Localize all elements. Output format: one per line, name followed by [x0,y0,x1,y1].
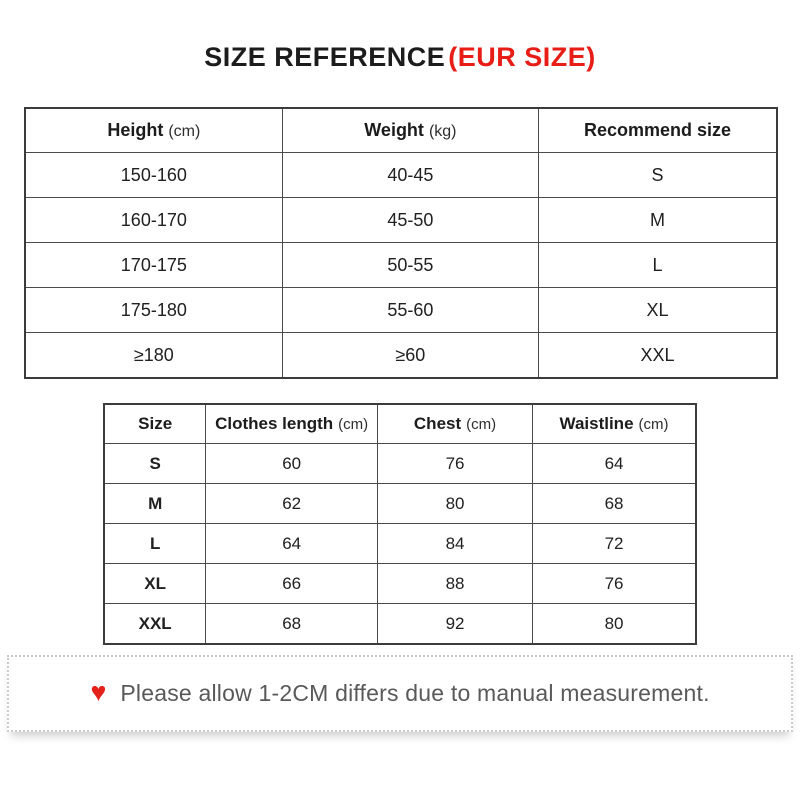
table-row [25,243,777,288]
table-cell: 84 [377,524,532,564]
table-row [104,444,696,484]
table-cell: ≥180 [25,333,282,379]
table-row [104,484,696,524]
table-cell: 40-45 [282,153,538,198]
table-cell: 62 [206,484,378,524]
page-title-accent: (EUR SIZE) [448,42,596,72]
column-header-clothes-length: Clothes length (cm) [206,404,378,444]
column-header-waistline: Waistline (cm) [533,404,696,444]
column-header-height: Height (cm) [25,108,282,153]
table-cell: 55-60 [282,288,538,333]
garment-measurements-table [103,403,697,645]
table-cell: 88 [377,564,532,604]
table-cell: 72 [533,524,696,564]
column-header-weight: Weight (kg) [282,108,538,153]
table-cell: 170-175 [25,243,282,288]
measurement-note [7,655,793,732]
table-cell: L [539,243,777,288]
table-cell: XL [539,288,777,333]
table-cell: ≥60 [282,333,538,379]
table-cell: M [104,484,206,524]
table-cell: 80 [533,604,696,645]
table-cell: 80 [377,484,532,524]
column-header-size: Size [104,404,206,444]
heart-icon: ♥ [90,677,107,707]
table-row [104,564,696,604]
table-header-row [25,108,777,153]
table-cell: 60 [206,444,378,484]
table-cell: 175-180 [25,288,282,333]
measurement-note-text: Please allow 1-2CM differs due to manual measurement. [120,680,710,706]
table-cell: 50-55 [282,243,538,288]
table-cell: XXL [539,333,777,379]
table-cell: 76 [533,564,696,604]
table-row [104,524,696,564]
page-title [0,42,800,72]
table-cell: 92 [377,604,532,645]
table-cell: 150-160 [25,153,282,198]
table-cell: XXL [104,604,206,645]
table-cell: L [104,524,206,564]
column-header-recommend-size: Recommend size [539,108,777,153]
table-cell: S [539,153,777,198]
table-cell: XL [104,564,206,604]
table-row [25,153,777,198]
table-cell: 45-50 [282,198,538,243]
table-row [104,604,696,645]
table-cell: 68 [206,604,378,645]
table-cell: 76 [377,444,532,484]
table-row [25,288,777,333]
height-weight-size-table [24,107,778,379]
table-header-row [104,404,696,444]
table-row [25,198,777,243]
table-cell: 64 [206,524,378,564]
table-cell: 68 [533,484,696,524]
table-cell: S [104,444,206,484]
table-cell: 66 [206,564,378,604]
page-title-main: SIZE REFERENCE [204,42,446,72]
table-row [25,333,777,379]
table-cell: M [539,198,777,243]
table-cell: 64 [533,444,696,484]
column-header-chest: Chest (cm) [377,404,532,444]
table-cell: 160-170 [25,198,282,243]
